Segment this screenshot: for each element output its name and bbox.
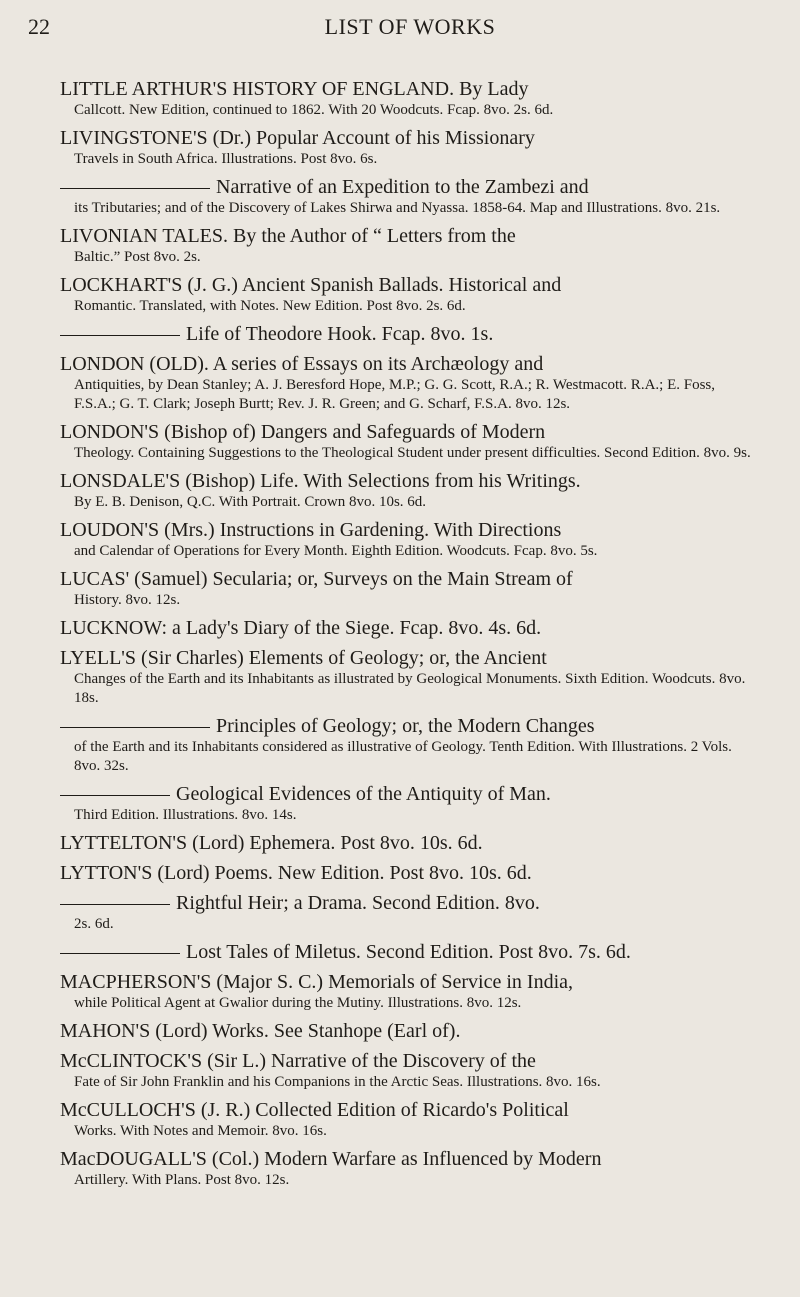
catalogue-entry <box>60 832 760 855</box>
entry-title-row <box>60 892 760 915</box>
catalogue-entry <box>60 1099 760 1141</box>
ditto-rule <box>60 904 170 905</box>
catalogue-entry <box>60 1148 760 1190</box>
catalogue-entry <box>60 647 760 708</box>
entry-title: Principles of Geology; or, the Modern Changes <box>216 715 595 737</box>
entry-title: Life of Theodore Hook. Fcap. 8vo. 1s. <box>186 323 494 345</box>
catalogue-page <box>28 0 760 1188</box>
catalogue-entry <box>60 941 760 964</box>
entry-body: while Political Agent at Gwalior during the Mutiny. Illustrations. 8vo. 12s. <box>74 995 522 1011</box>
entry-body: Works. With Notes and Memoir. 8vo. 16s. <box>74 1123 327 1139</box>
catalogue-entry <box>60 274 760 316</box>
catalogue-entry <box>60 519 760 561</box>
entry-title: LUCKNOW: a Lady's Diary of the Siege. Fcap. 8vo. 4s. 6d. <box>60 617 542 639</box>
entry-body: By E. B. Denison, Q.C. With Portrait. Crown 8vo. 10s. 6d. <box>74 494 427 510</box>
entry-title: LUCAS' (Samuel) Secularia; or, Surveys on the Main Stream of <box>60 568 573 590</box>
catalogue-entry <box>60 715 760 776</box>
entry-body: and Calendar of Operations for Every Month. Eighth Edition. Woodcuts. Fcap. 8vo. 5s. <box>74 543 598 559</box>
entry-title-row <box>60 941 760 964</box>
entry-title: MACPHERSON'S (Major S. C.) Memorials of Service in India, <box>60 971 574 993</box>
ditto-rule <box>60 953 180 954</box>
ditto-rule <box>60 335 180 336</box>
entry-title: LONSDALE'S (Bishop) Life. With Selections from his Writings. <box>60 470 581 492</box>
entry-title: LOUDON'S (Mrs.) Instructions in Gardening. With Directions <box>60 519 562 541</box>
entry-title: Geological Evidences of the Antiquity of Man. <box>176 783 551 805</box>
entry-title: LITTLE ARTHUR'S HISTORY OF ENGLAND. By Lady <box>60 78 529 100</box>
ditto-rule <box>60 188 210 189</box>
page-number: 22 <box>28 14 50 39</box>
entry-body: Romantic. Translated, with Notes. New Edition. Post 8vo. 2s. 6d. <box>74 298 466 314</box>
catalogue-entry <box>60 971 760 1013</box>
entry-title-row <box>60 715 760 738</box>
catalogue-entry <box>60 862 760 885</box>
entry-title: LONDON (OLD). A series of Essays on its Archæology and <box>60 353 544 375</box>
catalogue-entry <box>60 617 760 640</box>
catalogue-entry <box>60 421 760 463</box>
entry-title: LYELL'S (Sir Charles) Elements of Geology; or, the Ancient <box>60 647 547 669</box>
catalogue-entry <box>60 78 760 120</box>
catalogue-entry <box>60 353 760 414</box>
entry-body: its Tributaries; and of the Discovery of Lakes Shirwa and Nyassa. 1858-64. Map and Illustrations. 8vo. 21s. <box>74 200 721 216</box>
entry-body: 2s. 6d. <box>74 916 114 932</box>
catalogue-entry <box>60 470 760 512</box>
catalogue-entry <box>60 176 760 218</box>
entry-title: Rightful Heir; a Drama. Second Edition. 8vo. <box>176 892 540 914</box>
entry-list <box>60 78 760 1197</box>
entry-body: History. 8vo. 12s. <box>74 592 181 608</box>
entry-title: LYTTON'S (Lord) Poems. New Edition. Post 8vo. 10s. 6d. <box>60 862 532 884</box>
entry-body: of the Earth and its Inhabitants considered as illustrative of Geology. Tenth Edition. With Illustrations. 2 Vols. 8vo. 32s. <box>74 739 732 774</box>
entry-title: LONDON'S (Bishop of) Dangers and Safeguards of Modern <box>60 421 546 443</box>
entry-body: Fate of Sir John Franklin and his Companions in the Arctic Seas. Illustrations. 8vo. 16s. <box>74 1074 601 1090</box>
entry-title: Lost Tales of Miletus. Second Edition. Post 8vo. 7s. 6d. <box>186 941 631 963</box>
catalogue-entry <box>60 323 760 346</box>
entry-body: Travels in South Africa. Illustrations. Post 8vo. 6s. <box>74 151 378 167</box>
ditto-rule <box>60 727 210 728</box>
ditto-rule <box>60 795 170 796</box>
entry-body: Baltic.” Post 8vo. 2s. <box>74 249 201 265</box>
entry-title: LIVINGSTONE'S (Dr.) Popular Account of his Missionary <box>60 127 535 149</box>
catalogue-entry <box>60 892 760 934</box>
entry-title: LYTTELTON'S (Lord) Ephemera. Post 8vo. 10s. 6d. <box>60 832 483 854</box>
entry-title: McCLINTOCK'S (Sir L.) Narrative of the Discovery of the <box>60 1050 536 1072</box>
catalogue-entry <box>60 1020 760 1043</box>
entry-title: Narrative of an Expedition to the Zambezi and <box>216 176 589 198</box>
catalogue-entry <box>60 1050 760 1092</box>
entry-body: Theology. Containing Suggestions to the Theological Student under present difficulties. Second Edition. 8vo. 9s. <box>74 445 751 461</box>
catalogue-entry <box>60 127 760 169</box>
entry-body: Antiquities, by Dean Stanley; A. J. Beresford Hope, M.P.; G. G. Scott, R.A.; R. Westmacott. R.A.; E. Foss, F.S.A.; G. T. Clark; Joseph Burtt; Rev. J. R. Green; and G. Scharf, F.S.A. 8vo. 12s. <box>74 377 715 412</box>
entry-title: LOCKHART'S (J. G.) Ancient Spanish Ballads. Historical and <box>60 274 562 296</box>
page-header <box>28 0 760 60</box>
catalogue-entry <box>60 568 760 610</box>
entry-title: MAHON'S (Lord) Works. See Stanhope (Earl of). <box>60 1020 461 1042</box>
running-head: LIST OF WORKS <box>324 14 496 39</box>
catalogue-entry <box>60 783 760 825</box>
entry-body: Artillery. With Plans. Post 8vo. 12s. <box>74 1172 290 1188</box>
entry-body: Changes of the Earth and its Inhabitants as illustrated by Geological Monuments. Sixth Edition. Woodcuts. 8vo. 18s. <box>74 671 746 706</box>
entry-title-row <box>60 323 760 346</box>
entry-title: LIVONIAN TALES. By the Author of “ Letters from the <box>60 225 516 247</box>
entry-body: Third Edition. Illustrations. 8vo. 14s. <box>74 807 297 823</box>
entry-title-row <box>60 783 760 806</box>
entry-body: Callcott. New Edition, continued to 1862. With 20 Woodcuts. Fcap. 8vo. 2s. 6d. <box>74 102 554 118</box>
catalogue-entry <box>60 225 760 267</box>
entry-title: MacDOUGALL'S (Col.) Modern Warfare as Influenced by Modern <box>60 1148 602 1170</box>
entry-title-row <box>60 176 760 199</box>
entry-title: McCULLOCH'S (J. R.) Collected Edition of Ricardo's Political <box>60 1099 569 1121</box>
